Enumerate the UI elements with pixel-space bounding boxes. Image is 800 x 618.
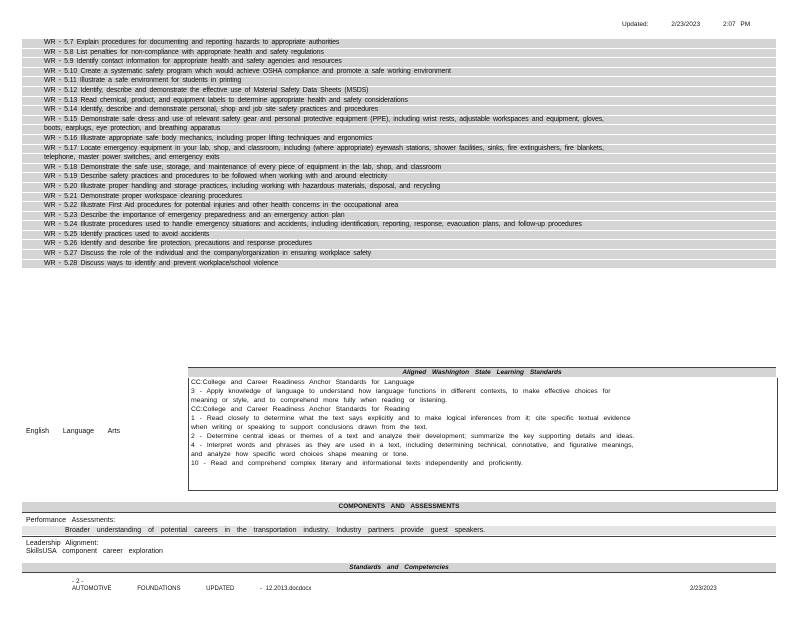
checkbox-icon — [22, 202, 44, 211]
checkbox-icon — [22, 58, 44, 67]
wr-standard-row — [22, 68, 776, 78]
divider — [22, 512, 776, 513]
wr-standard-text: WR - 5.13 Read chemical, product, and equipment labels to determine appropriate health and safety considerations — [44, 96, 408, 104]
wr-standard-text: WR - 5.12 Identify, describe and demonstrate the effective use of Material Safety Data Sheets (MSDS) — [44, 86, 369, 94]
checkbox-icon — [22, 68, 44, 77]
wr-standard-row — [22, 116, 776, 126]
checkbox-icon — [22, 116, 44, 125]
ela-standard-line: and analyze how specific word choices shape meaning or tone. — [191, 451, 409, 458]
wr-standard-row — [22, 39, 776, 49]
checkbox-icon — [22, 106, 44, 115]
wr-standard-row — [22, 221, 776, 231]
ela-standard-line: CC:College and Career Readiness Anchor Standards for Reading — [191, 406, 410, 413]
checkbox-icon — [22, 240, 44, 249]
wr-standard-text: WR - 5.7 Explain procedures for documenting and reporting hazards to appropriate authorities — [44, 39, 340, 46]
checkbox-icon — [22, 221, 44, 230]
ela-standard-line: CC:College and Career Readiness Anchor Standards for Language — [191, 379, 415, 386]
wr-standards-list — [22, 39, 776, 269]
checkbox-icon — [22, 135, 44, 144]
wr-standard-row — [22, 240, 776, 250]
wr-standard-row — [22, 193, 776, 203]
wr-standard-text: WR - 5.20 Illustrate proper handling and storage practices, including working with hazardous materials, disposal, and recycling — [44, 182, 440, 190]
updated-stamp — [622, 21, 750, 28]
wr-standard-row — [22, 77, 776, 87]
footer-unit: FOUNDATIONS — [137, 586, 181, 592]
performance-label: Performance Assessments: — [26, 517, 116, 524]
wr-standard-text: WR - 5.14 Identify, describe and demonstrate personal, shop and job site safety practices and procedures — [44, 106, 379, 114]
checkbox-icon — [22, 154, 44, 163]
footer-updated: UPDATED — [206, 586, 235, 592]
ela-standard-line: 3 - Apply knowledge of language to understand how language functions in different contexts, to make effective choices for — [191, 388, 611, 395]
wr-standard-text: WR - 5.26 Identify and describe fire protection, precautions and response procedures — [44, 240, 312, 248]
wr-standard-text: WR - 5.18 Demonstrate the safe use, storage, and maintenance of every piece of equipment in the lab, shop, and classroom — [44, 163, 442, 171]
checkbox-icon — [22, 77, 44, 86]
checkbox-icon — [22, 87, 44, 96]
footer-date: 2/23/2023 — [690, 586, 717, 592]
ela-subject-label: English Language Arts — [26, 428, 121, 435]
checkbox-icon — [22, 145, 44, 154]
wr-standard-row — [22, 145, 776, 155]
ela-standard-line: 4 - Interpret words and phrases as they are used in a text, including determining technical, connotative, and figurative meanings, — [191, 442, 634, 449]
checkbox-icon — [22, 260, 44, 269]
performance-item — [22, 526, 776, 535]
wr-standard-text: WR - 5.21 Demonstrate proper workspace cleaning procedures — [44, 192, 242, 200]
wr-standard-row — [22, 250, 776, 260]
wr-standard-row — [22, 231, 776, 241]
wr-standard-row — [22, 87, 776, 97]
aligned-standards-heading: Aligned Washington State Learning Standards — [188, 367, 776, 377]
wr-standard-text: WR - 5.23 Describe the importance of emergency preparedness and an emergency action plan — [44, 211, 345, 219]
wr-standard-text: WR - 5.8 List penalties for non-compliance with appropriate health and safety regulations — [44, 48, 324, 56]
checkbox-icon — [22, 173, 44, 182]
wr-standard-row — [22, 97, 776, 107]
wr-standard-row — [22, 183, 776, 193]
checkbox-icon — [22, 125, 44, 134]
wr-standard-row — [22, 125, 776, 135]
wr-standard-text: WR - 5.19 Describe safety practices and procedures to be followed when working with and around electricity — [44, 173, 388, 181]
performance-text: Broader understanding of potential careers in the transportation industry. Industry partners provide guest speakers. — [64, 527, 486, 534]
wr-standard-text: WR - 5.9 Identify contact information for appropriate health and safety agencies and resources — [44, 58, 342, 66]
wr-standard-text: WR - 5.15 Demonstrate safe dress and use of relevant safety gear and personal protective equipment (PPE), including wrist rests, adjustable workspaces and equipment, gloves, — [44, 115, 604, 123]
checkbox-icon — [22, 164, 44, 173]
wr-standard-row — [22, 106, 776, 116]
wr-standard-text: WR - 5.27 Discuss the role of the individual and the company/organization in ensuring workplace safety — [44, 250, 372, 258]
wr-standard-text: WR - 5.25 Identify practices used to avoid accidents — [44, 230, 210, 238]
leadership-alignment-text: SkillsUSA component career exploration — [26, 548, 163, 555]
wr-standard-row — [22, 260, 776, 270]
checkbox-icon — [22, 39, 44, 48]
divider — [22, 572, 776, 573]
updated-time: 2:07 PM — [722, 21, 751, 28]
page-number: - 2 - — [72, 578, 84, 585]
wr-standard-text: WR - 5.16 Illustrate appropriate safe body mechanics, including proper lifting techniques and ergonomics — [44, 134, 373, 142]
wr-standard-row — [22, 49, 776, 59]
wr-standard-text: boots, earplugs, eye protection, and breathing apparatus — [44, 125, 221, 133]
footer-file: - 12.2013.docdocx — [260, 586, 312, 592]
checkbox-icon — [22, 49, 44, 58]
wr-standard-row — [22, 58, 776, 68]
checkbox-icon — [22, 212, 44, 221]
wr-standard-text: telephone, master power switches, and emergency exits — [44, 154, 220, 162]
wr-standard-text: WR - 5.10 Create a systematic safety program which would achieve OSHA compliance and promote a safe working environment — [44, 67, 451, 75]
ela-standard-line: when writing or speaking to support conclusions drawn from the text. — [191, 424, 428, 431]
ela-standard-line: 1 - Read closely to determine what the text says explicitly and to make logical inferences from it; cite specific textual evidence — [191, 415, 631, 422]
standards-competencies-heading: Standards and Competencies — [22, 563, 776, 572]
updated-date: 2/23/2023 — [671, 21, 701, 28]
ela-standard-line: meaning or style, and to comprehend more fully when reading or listening. — [191, 397, 447, 404]
wr-standard-row — [22, 202, 776, 212]
document-footer — [72, 586, 333, 592]
wr-standard-row — [22, 212, 776, 222]
checkbox-icon — [22, 183, 44, 192]
wr-standard-row — [22, 135, 776, 145]
ela-standard-line: 2 - Determine central ideas or themes of a text and analyze their development; summarize the key supporting details and ideas. — [191, 433, 635, 440]
checkbox-icon — [22, 250, 44, 259]
wr-standard-text: WR - 5.17 Locate emergency equipment in your lab, shop, and classroom, including (where appropriate) eyewash stations, shower facilities, sinks, fire extinguishers, fire blankets, — [44, 144, 604, 152]
leadership-alignment-label: Leadership Alignment: — [26, 540, 99, 547]
checkbox-icon — [22, 97, 44, 106]
wr-standard-row — [22, 173, 776, 183]
components-heading: COMPONENTS AND ASSESSMENTS — [22, 502, 776, 512]
checkbox-icon — [22, 193, 44, 202]
divider — [22, 536, 776, 537]
updated-label: Updated: — [622, 21, 649, 28]
wr-standard-text: WR - 5.22 Illustrate First Aid procedures for potential injuries and other health concerns in the occupational area — [44, 202, 399, 210]
wr-standard-text: WR - 5.11 Illustrate a safe environment for students in printing — [44, 77, 242, 85]
wr-standard-row — [22, 164, 776, 174]
ela-standard-line: 10 - Read and comprehend complex literary and informational texts independently and proficiently. — [191, 460, 523, 467]
wr-standard-row — [22, 154, 776, 164]
checkbox-icon — [22, 231, 44, 240]
footer-course: AUTOMOTIVE — [72, 586, 112, 592]
wr-standard-text: WR - 5.24 Illustrate procedures used to handle emergency situations and accidents, including identification, reporting, response, evacuation plans, and follow-up procedures — [44, 221, 582, 229]
wr-standard-text: WR - 5.28 Discuss ways to identify and prevent workplace/school violence — [44, 259, 279, 267]
